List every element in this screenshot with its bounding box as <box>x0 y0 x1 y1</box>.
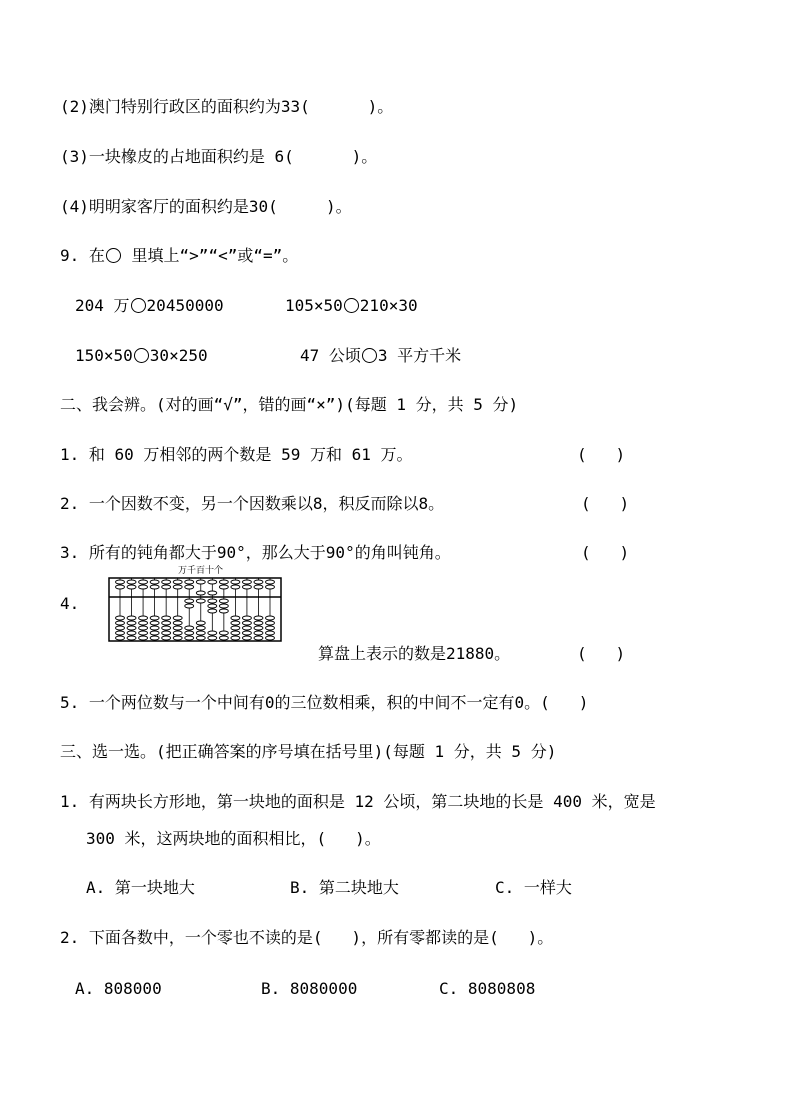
abacus-lower-bead <box>266 621 275 625</box>
section-3-title: 三、选一选。(把正确答案的序号填在括号里)(每题 1 分，共 5 分) <box>60 742 557 761</box>
s3-q1-line2: 300 米，这两块地的面积相比，( )。 <box>86 829 381 848</box>
abacus-lower-bead <box>219 631 228 635</box>
abacus-upper-bead <box>185 580 194 584</box>
abacus-upper-bead <box>231 585 240 589</box>
c3-left: 150×50 <box>75 346 133 365</box>
q9-instruction <box>60 246 298 266</box>
abacus-upper-bead <box>139 580 148 584</box>
abacus-lower-bead <box>150 636 159 640</box>
abacus-upper-bead <box>196 580 205 584</box>
abacus-lower-bead <box>185 636 194 640</box>
abacus-upper-bead <box>139 585 148 589</box>
s2-q3-paren[interactable]: ( ) <box>581 543 630 562</box>
abacus-lower-bead <box>231 636 240 640</box>
compare-circle-icon[interactable] <box>362 348 377 363</box>
abacus-lower-bead <box>242 631 251 635</box>
abacus-lower-bead <box>254 621 263 625</box>
abacus-upper-bead <box>208 591 217 595</box>
abacus-lower-bead <box>208 604 217 608</box>
s2-q4-num: 4. <box>60 594 80 613</box>
s3-q2: 2. 下面各数中，一个零也不读的是( )，所有零都读的是( )。 <box>60 928 554 947</box>
abacus-upper-bead <box>173 580 182 584</box>
abacus-upper-bead <box>127 585 136 589</box>
s2-q5: 5. 一个两位数与一个中间有0的三位数相乘，积的中间不一定有0。( ) <box>60 693 589 712</box>
abacus-upper-bead <box>266 580 275 584</box>
abacus-lower-bead <box>173 631 182 635</box>
abacus-place-labels: 万千百十个 <box>178 566 224 576</box>
abacus-lower-bead <box>139 621 148 625</box>
abacus-lower-bead <box>173 621 182 625</box>
abacus-lower-bead <box>219 636 228 640</box>
abacus-lower-bead <box>266 636 275 640</box>
c1-left: 204 万 <box>75 296 130 315</box>
abacus-upper-bead <box>127 580 136 584</box>
abacus-upper-bead <box>162 580 171 584</box>
abacus-lower-bead <box>173 626 182 630</box>
abacus-lower-bead <box>150 631 159 635</box>
abacus-upper-bead <box>196 591 205 595</box>
s3-q2-option-b[interactable]: B. 8080000 <box>261 979 358 998</box>
abacus-lower-bead <box>127 616 136 620</box>
abacus-lower-bead <box>162 621 171 625</box>
abacus-upper-bead <box>254 580 263 584</box>
abacus-lower-bead <box>266 626 275 630</box>
abacus-lower-bead <box>150 621 159 625</box>
abacus-lower-bead <box>231 621 240 625</box>
abacus-lower-bead <box>242 636 251 640</box>
abacus-lower-bead <box>196 599 205 603</box>
abacus-upper-bead <box>242 585 251 589</box>
abacus-lower-bead <box>196 631 205 635</box>
abacus-lower-bead <box>162 616 171 620</box>
abacus-lower-bead <box>116 636 125 640</box>
abacus-lower-bead <box>266 616 275 620</box>
s2-q2-paren[interactable]: ( ) <box>581 494 630 513</box>
abacus-lower-bead <box>208 631 217 635</box>
abacus-lower-bead <box>150 626 159 630</box>
abacus-upper-bead <box>162 585 171 589</box>
abacus-lower-bead <box>208 636 217 640</box>
abacus-lower-bead <box>116 616 125 620</box>
abacus-lower-bead <box>139 631 148 635</box>
abacus-lower-bead <box>139 626 148 630</box>
abacus-icon <box>108 577 284 643</box>
abacus-lower-bead <box>196 636 205 640</box>
compare-row-1-a <box>75 296 224 316</box>
compare-row-2-a <box>75 346 208 366</box>
s2-q2: 2. 一个因数不变，另一个因数乘以8，积反而除以8。 <box>60 494 445 513</box>
s3-q1-line1: 1. 有两块长方形地，第一块地的面积是 12 公顷，第二块地的长是 400 米，宽是 <box>60 792 656 811</box>
q8-item-3: (3)一块橡皮的占地面积约是 6( )。 <box>60 147 378 166</box>
q9-pre: 9. 在 <box>60 246 105 265</box>
abacus-lower-bead <box>127 621 136 625</box>
abacus-upper-bead <box>116 585 125 589</box>
abacus-lower-bead <box>208 599 217 603</box>
abacus-lower-bead <box>173 616 182 620</box>
section-2-title: 二、我会辨。(对的画“√”，错的画“×”)(每题 1 分，共 5 分) <box>60 395 519 414</box>
abacus-lower-bead <box>254 626 263 630</box>
q9-post: 里填上“>”“<”或“=”。 <box>121 246 299 265</box>
abacus-lower-bead <box>219 599 228 603</box>
abacus-lower-bead <box>254 631 263 635</box>
compare-row-2-b <box>300 346 461 366</box>
abacus-lower-bead <box>242 616 251 620</box>
abacus-lower-bead <box>196 621 205 625</box>
abacus-lower-bead <box>242 621 251 625</box>
abacus-upper-bead <box>150 585 159 589</box>
c2-left: 105×50 <box>285 296 343 315</box>
abacus-lower-bead <box>242 626 251 630</box>
c2-right: 210×30 <box>359 296 418 315</box>
abacus-lower-bead <box>127 626 136 630</box>
compare-circle-icon[interactable] <box>131 298 146 313</box>
s2-q4-paren[interactable]: ( ) <box>577 644 626 663</box>
abacus-lower-bead <box>185 626 194 630</box>
abacus-lower-bead <box>162 626 171 630</box>
abacus-lower-bead <box>116 621 125 625</box>
abacus-lower-bead <box>127 631 136 635</box>
abacus-lower-bead <box>266 631 275 635</box>
abacus-lower-bead <box>162 631 171 635</box>
abacus-lower-bead <box>139 636 148 640</box>
abacus-lower-bead <box>231 616 240 620</box>
abacus-upper-bead <box>173 585 182 589</box>
abacus-lower-bead <box>208 609 217 613</box>
abacus-upper-bead <box>185 585 194 589</box>
abacus-lower-bead <box>173 636 182 640</box>
s2-q4-text: 算盘上表示的数是21880。 <box>318 644 511 663</box>
abacus-upper-bead <box>208 580 217 584</box>
abacus-upper-bead <box>254 585 263 589</box>
q8-item-4: (4)明明家客厅的面积约是30( )。 <box>60 197 352 216</box>
s2-q3: 3. 所有的钝角都大于90°，那么大于90°的角叫钝角。 <box>60 543 451 562</box>
compare-row-1-b <box>285 296 418 316</box>
abacus-lower-bead <box>231 631 240 635</box>
s3-q2-option-a[interactable]: A. 808000 <box>75 979 162 998</box>
compare-circle-icon[interactable] <box>344 298 359 313</box>
abacus-upper-bead <box>150 580 159 584</box>
c4-right: 3 平方千米 <box>377 346 462 365</box>
abacus-lower-bead <box>150 616 159 620</box>
abacus-lower-bead <box>254 636 263 640</box>
abacus-figure <box>108 566 284 644</box>
abacus-lower-bead <box>162 636 171 640</box>
abacus-lower-bead <box>254 616 263 620</box>
abacus-lower-bead <box>185 599 194 603</box>
s2-q1-paren[interactable]: ( ) <box>577 445 626 464</box>
c4-left: 47 公顷 <box>300 346 361 365</box>
compare-circle-icon <box>106 248 121 263</box>
compare-circle-icon[interactable] <box>134 348 149 363</box>
abacus-lower-bead <box>219 609 228 613</box>
abacus-upper-bead <box>219 580 228 584</box>
abacus-lower-bead <box>185 631 194 635</box>
abacus-lower-bead <box>116 631 125 635</box>
abacus-upper-bead <box>116 580 125 584</box>
q8-item-2: (2)澳门特别行政区的面积约为33( )。 <box>60 97 394 116</box>
abacus-upper-bead <box>219 585 228 589</box>
s3-q2-option-c[interactable]: C. 8080808 <box>439 979 536 998</box>
abacus-upper-bead <box>242 580 251 584</box>
abacus-lower-bead <box>231 626 240 630</box>
abacus-lower-bead <box>139 616 148 620</box>
s3-q1-option-b[interactable]: B. 第二块地大 <box>290 878 399 897</box>
abacus-upper-bead <box>266 585 275 589</box>
s2-q1: 1. 和 60 万相邻的两个数是 59 万和 61 万。 <box>60 445 413 464</box>
abacus-lower-bead <box>219 604 228 608</box>
abacus-lower-bead <box>185 604 194 608</box>
s3-q1-option-c[interactable]: C. 一样大 <box>495 878 572 897</box>
s3-q1-option-a[interactable]: A. 第一块地大 <box>86 878 195 897</box>
abacus-upper-bead <box>231 580 240 584</box>
abacus-lower-bead <box>196 626 205 630</box>
c1-right: 20450000 <box>146 296 224 315</box>
abacus-lower-bead <box>116 626 125 630</box>
c3-right: 30×250 <box>149 346 208 365</box>
abacus-lower-bead <box>127 636 136 640</box>
